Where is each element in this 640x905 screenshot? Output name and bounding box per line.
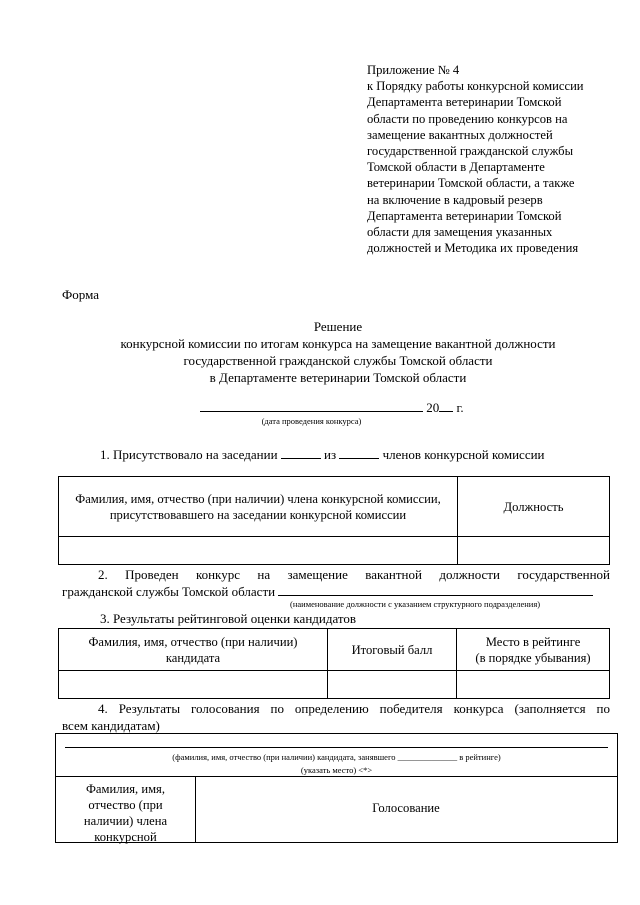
voting-col-vote: Голосование: [372, 801, 440, 815]
title-line: в Департаменте ветеринарии Томской области: [209, 370, 467, 385]
item-2: [62, 566, 610, 600]
divider: [56, 776, 617, 777]
appendix-line: на включение в кадровый резерв: [367, 192, 543, 207]
rating-col-score: Итоговый балл: [328, 629, 457, 671]
item1-text: из: [324, 447, 337, 462]
year-suffix: г.: [456, 400, 464, 415]
rating-col-place-line: (в порядке убывания): [475, 650, 591, 665]
item4-line: 4. Результаты голосования по определению победителя конкурса (заполняется по: [98, 701, 610, 716]
total-count-blank[interactable]: [339, 446, 379, 459]
members-table: [58, 476, 610, 565]
place-caption: (указать место) <*>: [300, 765, 373, 775]
item2-text: гражданской службы Томской области: [62, 584, 276, 599]
members-cell[interactable]: [59, 537, 458, 565]
position-name-blank[interactable]: [278, 583, 593, 596]
members-cell[interactable]: [458, 537, 610, 565]
voting-col-member: [56, 781, 195, 845]
document-title: [60, 318, 616, 386]
title-line: конкурсной комиссии по итогам конкурса на замещение вакантной должности: [120, 336, 556, 351]
appendix-line: должностей и Методика их проведения: [367, 241, 579, 256]
item2-line: 2. Проведен конкурс на замещение вакантной должности государственной: [98, 567, 610, 582]
attended-count-blank[interactable]: [281, 446, 321, 459]
date-caption: (дата проведения конкурса): [261, 416, 362, 426]
item1-text: членов конкурсной комиссии: [382, 447, 545, 462]
rating-table: [58, 628, 610, 699]
appendix-line: замещение вакантных должностей: [367, 127, 553, 142]
voting-col-member-line: Фамилия, имя,: [85, 782, 165, 796]
title-line: Решение: [313, 319, 363, 334]
form-label: Форма: [62, 287, 99, 302]
appendix-line: Приложение № 4: [367, 63, 460, 77]
year-prefix: 20: [426, 400, 440, 415]
voting-table: [55, 733, 618, 843]
appendix-line: Департамента ветеринарии Томской: [367, 95, 562, 110]
rating-cell[interactable]: [59, 671, 328, 699]
members-col-position: Должность: [458, 477, 610, 537]
item4-line: всем кандидатам): [62, 718, 160, 733]
item-1: [100, 446, 545, 463]
voting-col-member-line: наличии) члена: [83, 814, 168, 828]
position-caption: (наименование должности с указанием структурного подразделения): [290, 599, 541, 609]
rating-col-place: [457, 629, 610, 671]
voting-col-member-line: конкурсной: [94, 830, 157, 844]
appendix-line: государственной гражданской службы: [367, 144, 574, 159]
appendix-line: области для замещения указанных: [367, 225, 553, 240]
candidate-caption: (фамилия, имя, отчество (при наличии) кандидата, занявшего ______________ в рейтинге): [172, 752, 501, 762]
rating-cell[interactable]: [328, 671, 457, 699]
item-3: 3. Результаты рейтинговой оценки кандидатов: [100, 611, 357, 626]
appendix-line: к Порядку работы конкурсной комиссии: [367, 79, 584, 94]
rating-col-name: Фамилия, имя, отчество (при наличии) кандидата: [59, 629, 328, 671]
members-col-name: Фамилия, имя, отчество (при наличии) члена конкурсной комиссии, присутствовавшего на заседании конкурсной комиссии: [59, 477, 458, 537]
item1-text: 1. Присутствовало на заседании: [100, 447, 278, 462]
item2-line2: [62, 583, 610, 600]
appendix-line: области по проведению конкурсов на: [367, 111, 568, 126]
appendix-header: [367, 62, 629, 256]
appendix-line: ветеринарии Томской области, а также: [367, 176, 575, 191]
item-4: [62, 700, 610, 734]
date-line: [200, 399, 464, 416]
appendix-line: Томской области в Департаменте: [367, 160, 545, 175]
candidate-name-blank[interactable]: [65, 747, 608, 748]
voting-col-member-line: отчество (при: [88, 798, 163, 812]
title-line: государственной гражданской службы Томской области: [183, 353, 493, 368]
date-blank[interactable]: [200, 399, 423, 412]
year-blank[interactable]: [439, 399, 453, 412]
rating-col-place-line: Место в рейтинге: [485, 634, 581, 649]
appendix-line: Департамента ветеринарии Томской: [367, 208, 562, 223]
rating-cell[interactable]: [457, 671, 610, 699]
